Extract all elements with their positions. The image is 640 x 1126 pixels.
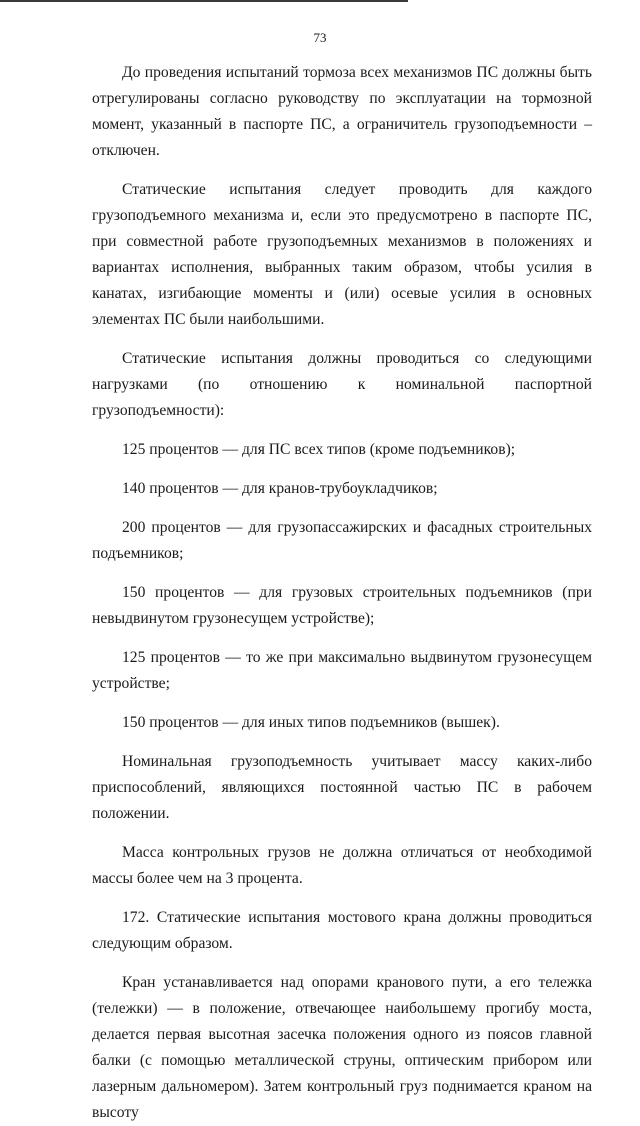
paragraph-brakes-adjustment: До проведения испытаний тормоза всех механизмов ПС должны быть отрегулированы согласно руководству по эксплуатации на тормозной момент, указанный в паспорте ПС, а ограничитель грузоподъемности – отключен. bbox=[92, 64, 592, 159]
list-item-load-125-all-types: 125 процентов — для ПС всех типов (кроме подъемников); bbox=[122, 441, 516, 458]
paragraph-section-172: 172. Статические испытания мостового крана должны проводиться следующим образом. bbox=[92, 909, 592, 952]
list-item-load-140-pipelayers: 140 процентов — для кранов-трубоукладчиков; bbox=[122, 480, 438, 497]
list-item-load-200-passenger-hoists: 200 процентов — для грузопассажирских и фасадных строительных подъемников; bbox=[92, 519, 592, 562]
document-body bbox=[92, 60, 592, 1126]
list-item-load-125-extended: 125 процентов — то же при максимально выдвинутом грузонесущем устройстве; bbox=[92, 649, 592, 692]
page-number: 73 bbox=[313, 30, 327, 45]
list-item-load-150-cargo-hoists: 150 процентов — для грузовых строительных подъемников (при невыдвинутом грузонесущем устройстве); bbox=[92, 584, 592, 627]
paragraph-rated-capacity-note: Номинальная грузоподъемность учитывает массу каких-либо приспособлений, являющихся постоянной частью ПС в рабочем положении. bbox=[92, 753, 592, 822]
paragraph-static-test-loads-intro: Статические испытания должны проводиться со следующими нагрузками (по отношению к номинальной паспортной грузоподъемности): bbox=[92, 350, 592, 419]
paragraph-test-weight-tolerance: Масса контрольных грузов не должна отличаться от необходимой массы более чем на 3 процента. bbox=[92, 844, 592, 887]
top-edge-rule bbox=[0, 0, 408, 2]
paragraph-bridge-crane-procedure: Кран устанавливается над опорами кранового пути, а его тележка (тележки) — в положение, отвечающее наибольшему прогибу моста, делается первая высотная засечка положения одного из поясов главной балки (с помощью металлической струны, оптическим прибором или лазерным дальномером). Затем контрольный груз поднимается краном на высоту bbox=[92, 974, 592, 1121]
paragraph-static-tests-scope: Статические испытания следует проводить для каждого грузоподъемного механизма и, если это предусмотрено в паспорте ПС, при совместной работе грузоподъемных механизмов в положениях и вариантах исполнения, выбранных таким образом, чтобы усилия в канатах, изгибающие моменты и (или) осевые усилия в основных элементах ПС были наибольшими. bbox=[92, 181, 592, 328]
list-item-load-150-other-lifts: 150 процентов — для иных типов подъемников (вышек). bbox=[122, 714, 500, 731]
